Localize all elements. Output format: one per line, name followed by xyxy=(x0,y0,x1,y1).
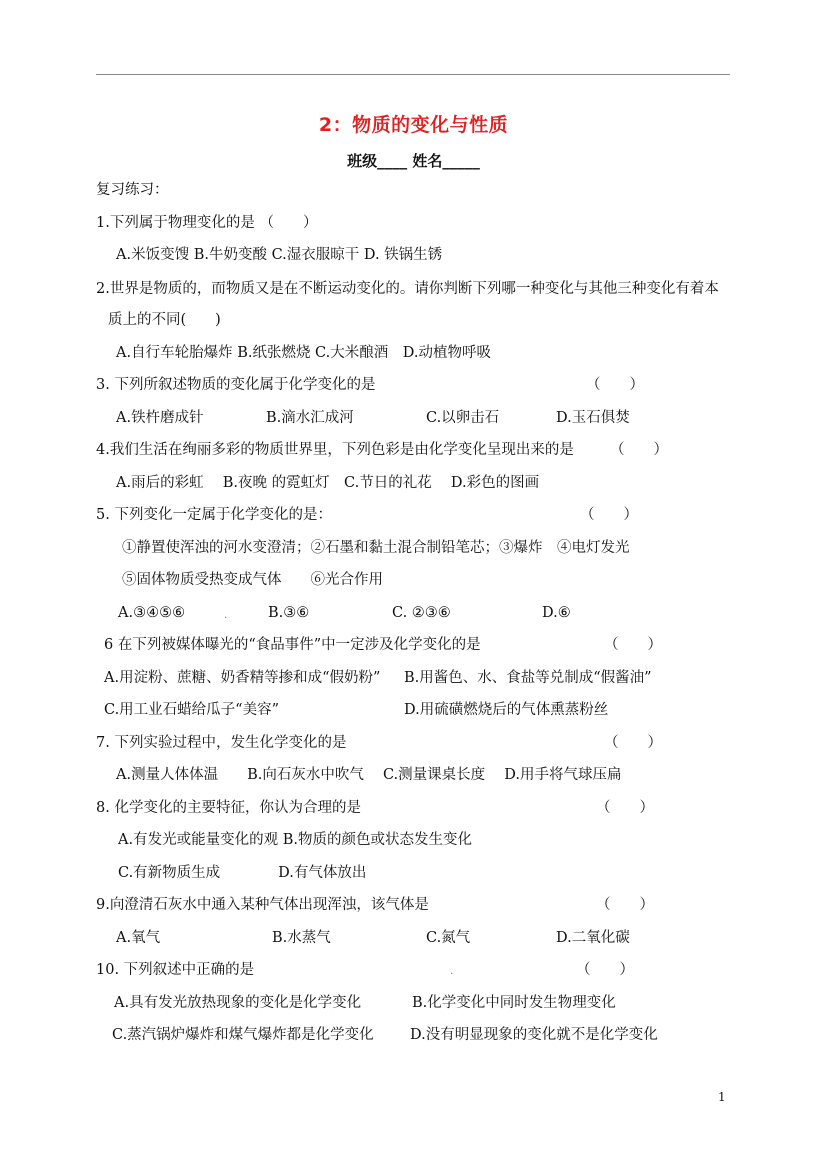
q8-answer-paren: （ ） xyxy=(596,800,654,816)
q3-option-d: D.玉石俱焚 xyxy=(556,410,630,426)
q8-options-line1: A.有发光或能量变化的观 B.物质的颜色或状态发生变化 xyxy=(118,832,472,848)
q10-answer-paren: （ ） xyxy=(576,962,634,978)
q10-option-d: D.没有明显现象的变化就不是化学变化 xyxy=(410,1027,658,1043)
q5-option-b: B.③⑥ xyxy=(268,605,310,621)
q6-option-a: A.用淀粉、蔗糖、奶香精等掺和成“假奶粉” xyxy=(104,670,381,686)
q5-option-d: D.⑥ xyxy=(542,605,571,621)
q9-option-a: A.氧气 xyxy=(116,930,161,946)
stray-dot-mark: . xyxy=(224,610,228,621)
q2-stem-line2: 质上的不同( ) xyxy=(108,312,221,328)
page-number: 1 xyxy=(718,1090,726,1104)
q6-stem: 6 在下列被媒体曝光的“食品事件”中一定涉及化学变化的是 xyxy=(104,637,481,653)
q6-option-b: B.用酱色、水、食盐等兑制成“假酱油” xyxy=(404,670,652,686)
q3-answer-paren: （ ） xyxy=(586,377,644,393)
q9-stem: 9.向澄清石灰水中通入某种气体出现浑浊，该气体是 xyxy=(96,897,429,913)
q7-answer-paren: （ ） xyxy=(604,735,662,751)
section-heading: 复习练习： xyxy=(96,182,169,198)
q8-options-line2: C.有新物质生成 D.有气体放出 xyxy=(118,865,367,881)
q9-answer-paren: （ ） xyxy=(596,897,654,913)
class-name-line: 班级____ 姓名_____ xyxy=(347,152,480,170)
q6-option-c: C.用工业石蜡给瓜子“美容” xyxy=(104,702,280,718)
q2-options: A.自行车轮胎爆炸 B.纸张燃烧 C.大米酿酒 D.动植物呼吸 xyxy=(116,345,491,361)
q5-items-line1: ①静置使浑浊的河水变澄清；②石墨和黏土混合制铅笔芯；③爆炸 ④电灯发光 xyxy=(122,540,630,556)
q5-stem: 5. 下列变化一定属于化学变化的是： xyxy=(96,507,332,523)
q1-stem: 1.下列属于物理变化的是 （ ） xyxy=(96,215,318,231)
q10-option-a: A.具有发光放热现象的变化是化学变化 xyxy=(114,995,362,1011)
stray-dot-mark: . xyxy=(450,966,454,977)
q2-stem-line1: 2.世界是物质的，而物质又是在不断运动变化的。请你判断下列哪一种变化与其他三种变化有着本 xyxy=(96,281,719,297)
q10-option-b: B.化学变化中同时发生物理变化 xyxy=(412,995,616,1011)
q9-option-d: D.二氧化碳 xyxy=(556,930,630,946)
q5-answer-paren: （ ） xyxy=(580,507,638,523)
q10-stem: 10. 下列叙述中正确的是 xyxy=(96,962,255,978)
q5-option-a: A.③④⑤⑥ xyxy=(118,605,186,621)
q4-stem: 4.我们生活在绚丽多彩的物质世界里，下列色彩是由化学变化呈现出来的是 xyxy=(96,442,574,458)
q3-option-c: C.以卵击石 xyxy=(426,410,500,426)
q6-answer-paren: （ ） xyxy=(604,637,662,653)
q3-stem: 3. 下列所叙述物质的变化属于化学变化的是 xyxy=(96,377,376,393)
page-title: 2：物质的变化与性质 xyxy=(318,114,509,136)
q4-answer-paren: （ ） xyxy=(610,442,668,458)
q7-stem: 7. 下列实验过程中，发生化学变化的是 xyxy=(96,735,347,751)
q1-options: A.米饭变馊 B.牛奶变酸 C.湿衣服晾干 D. 铁锅生锈 xyxy=(116,247,443,263)
q3-option-b: B.滴水汇成河 xyxy=(266,410,354,426)
q8-stem: 8. 化学变化的主要特征，你认为合理的是 xyxy=(96,800,361,816)
q5-option-c: C. ②③⑥ xyxy=(392,605,451,621)
q3-option-a: A.铁杵磨成针 xyxy=(116,410,204,426)
q9-option-b: B.水蒸气 xyxy=(272,930,331,946)
q6-option-d: D.用硫磺燃烧后的气体熏蒸粉丝 xyxy=(404,702,609,718)
q4-options: A.雨后的彩虹 B.夜晚 的霓虹灯 C.节日的礼花 D.彩色的图画 xyxy=(116,475,540,491)
q10-option-c: C.蒸汽锅炉爆炸和煤气爆炸都是化学变化 xyxy=(112,1027,374,1043)
q9-option-c: C.氮气 xyxy=(426,930,471,946)
q5-items-line2: ⑤固体物质受热变成气体 ⑥光合作用 xyxy=(122,572,383,588)
header-rule xyxy=(96,74,730,75)
q7-options: A.测量人体体温 B.向石灰水中吹气 C.测量课桌长度 D.用手将气球压扁 xyxy=(116,767,622,783)
